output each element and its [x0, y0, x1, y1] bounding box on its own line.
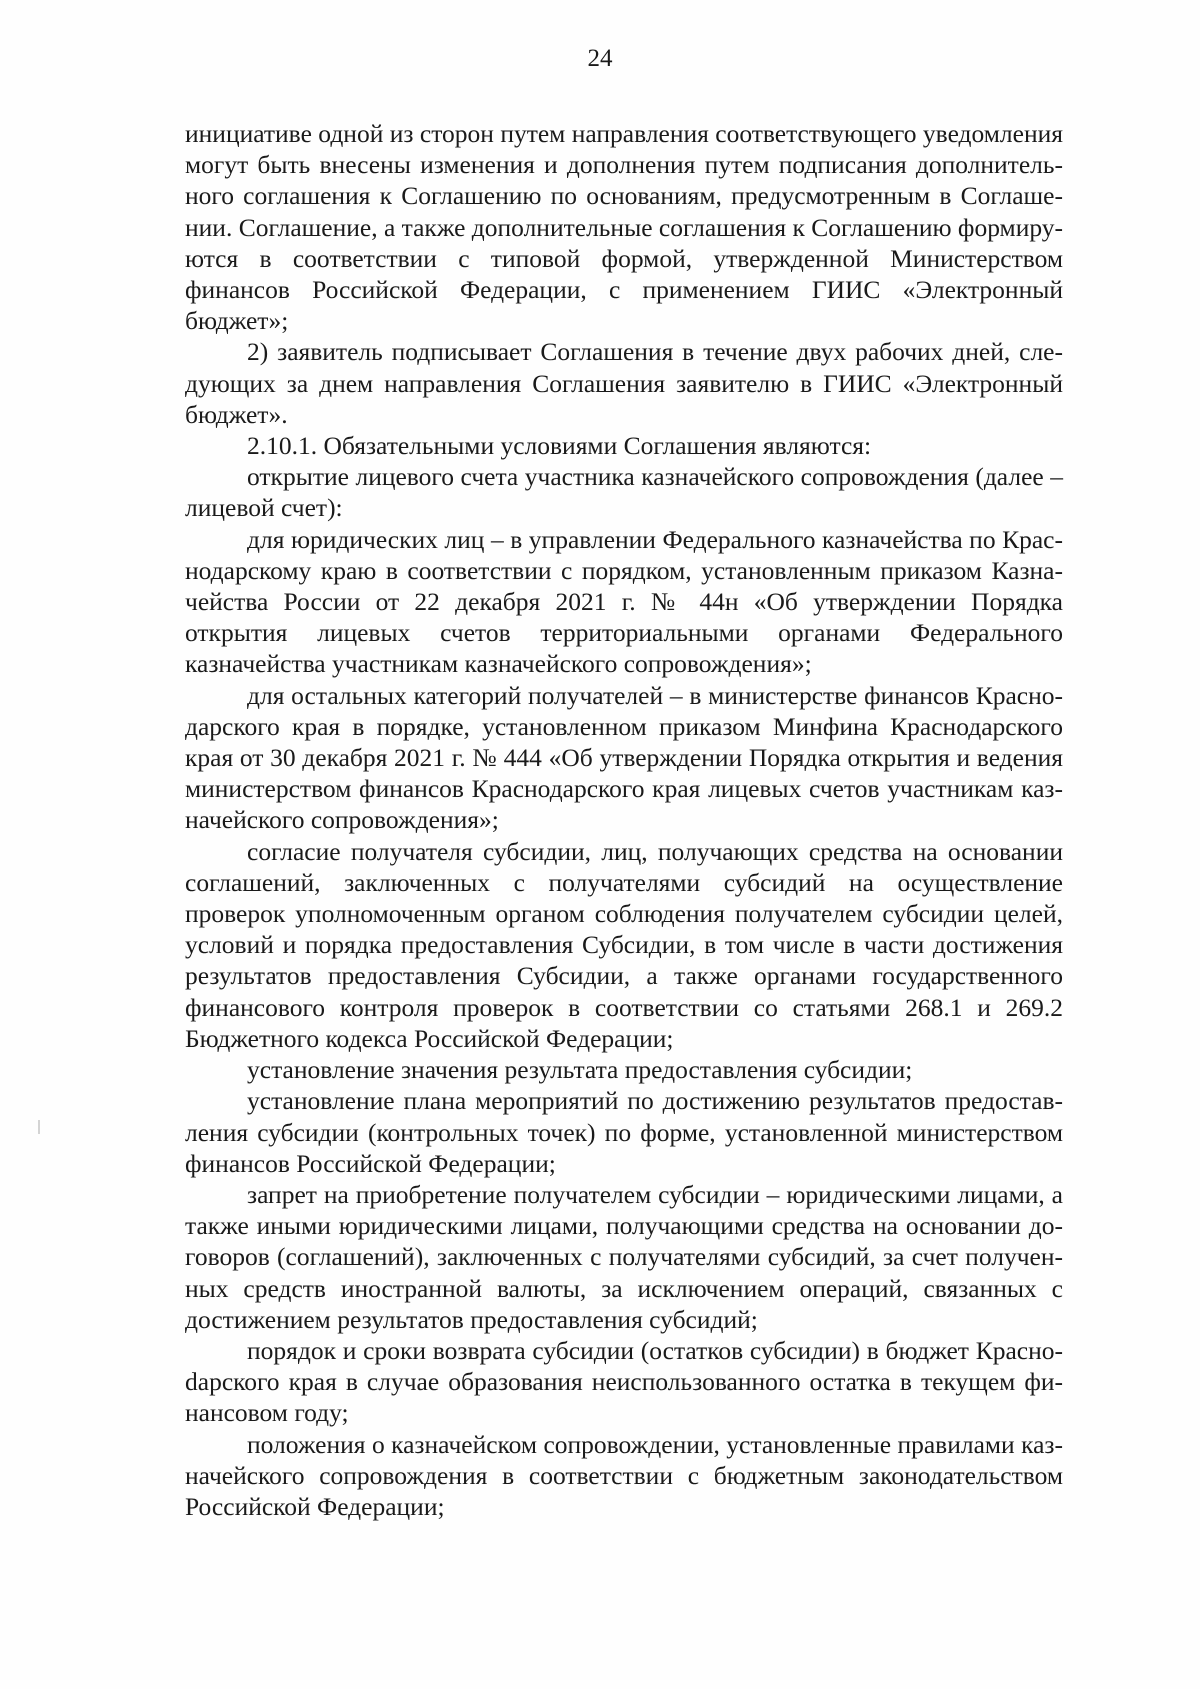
paragraph-other-recipients: для остальных категорий получателей – в министерстве финансов Краснодарского края в порядке, установленном приказом Минфина Краснодарского края от 30 декабря 2021 г. № 444 «Об утверждении Порядка открытия и ведения министерством финансов Краснодарского края лицевых счетов участникам казначейского сопровождения»; — [185, 680, 1063, 835]
page-number: 24 — [587, 45, 613, 72]
paragraph-currency-ban: запрет на приобретение получателем субсидии – юридическими лицами, а также иными юридическими лицами, получающими средства на основании договоров (соглашений), заключенных с получателями субсидий, за счет полученных средств иностранной валюты, за исключением операций, связанных с достижением результатов предоставления субсидий; — [185, 1179, 1063, 1334]
paragraph-section-2-10-1: 2.10.1. Обязательными условиями Соглашения являются: — [247, 431, 872, 461]
document-body — [185, 118, 1063, 1522]
paragraph-treasury-support: положения о казначейском сопровождении, установленные правилами казначейского сопровождения в соответствии с бюджетным законодательством Российской Федерации; — [185, 1429, 1063, 1521]
paragraph-continuation: инициативе одной из сторон путем направления соответствующего уведомления могут быть внесены изменения и дополнения путем подписания дополнительного соглашения к Соглашению по основаниям, предусмотренным в Соглашении. Соглашение, а также дополнительные соглашения к Соглашению формируются в соответствии с типовой формой, утвержденной Министерством финансов Российской Федерации, с применением ГИИС «Электронный бюджет»; — [185, 119, 1064, 336]
scan-artifact — [38, 1120, 40, 1134]
paragraph-legal-entities: для юридических лиц – в управлении Федерального казначейства по Краснодарскому краю в соответствии с порядком, установленным приказом Казначейства России от 22 декабря 2021 г. № 44н «Об утверждении Порядка открытия лицевых счетов территориальными органами Федерального казначейства участникам казначейского сопровождения»; — [185, 524, 1063, 679]
paragraph-item-2-signing: 2) заявитель подписывает Соглашения в течение двух рабочих дней, следующих за днем направления Соглашения заявителю в ГИИС «Электронный бюджет». — [185, 337, 1063, 429]
paragraph-consent-to-audits: согласие получателя субсидии, лиц, получающих средства на основании соглашений, заключенных с получателями субсидий на осуществление проверок уполномоченным органом соблюдения получателем субсидии целей, условий и порядка предоставления Субсидии, в том числе в части достижения результатов предоставления Субсидии, а также органами государственного финансового контроля проверок в соответствии со статьями 268.1 и 269.2 Бюджетного кодекса Российской Федерации; — [185, 836, 1063, 1053]
paragraph-account-opening: открытие лицевого счета участника казначейского сопровождения (далее – лицевой счет): — [185, 462, 1063, 523]
paragraph-result-value: установление значения результата предоставления субсидии; — [247, 1055, 913, 1085]
paragraph-action-plan: установление плана мероприятий по достижению результатов предоставления субсидии (контрольных точек) по форме, установленной министерством финансов Российской Федерации; — [185, 1086, 1063, 1178]
paragraph-refund-procedure: порядок и сроки возврата субсидии (остатков субсидии) в бюджет Красноdарского края в случае образования неиспользованного остатка в текущем финансовом году; — [185, 1335, 1063, 1428]
